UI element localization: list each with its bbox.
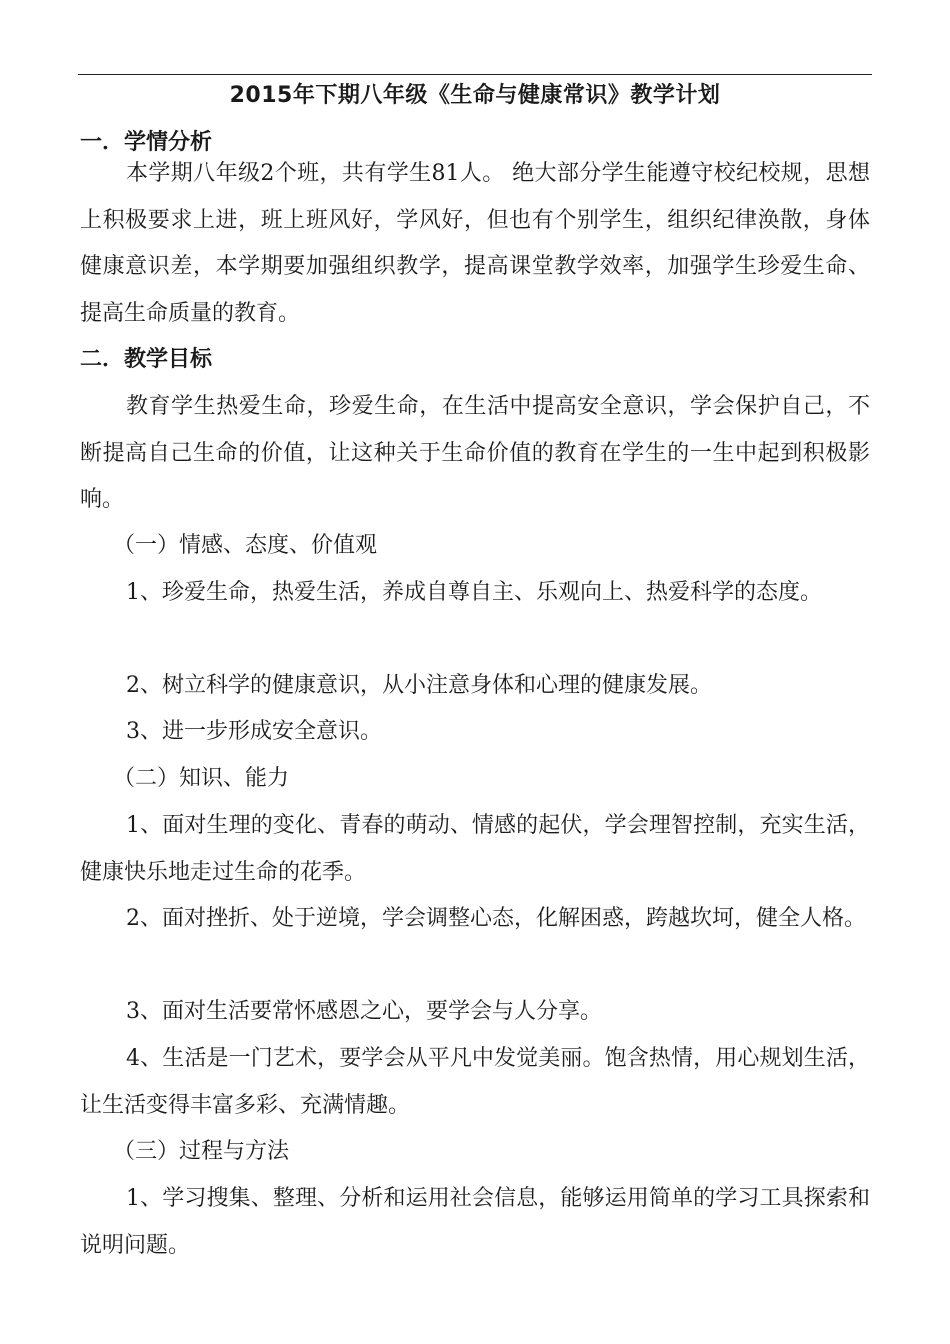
- list-item: 2、面对挫折、处于逆境，学会调整心态，化解困惑，跨越坎坷，健全人格。: [126, 906, 866, 931]
- list-item: 2、树立科学的健康意识，从小注意身体和心理的健康发展。: [126, 673, 712, 698]
- list-item: 4、生活是一门艺术，要学会从平凡中发觉美丽。饱含热情，用心规划生活，让生活变得丰富多彩、充满情趣。: [80, 1046, 870, 1118]
- list-item: 1、珍爱生命，热爱生活，养成自尊自主、乐观向上、热爱科学的态度。: [126, 580, 822, 605]
- list-item: 3、进一步形成安全意识。: [126, 719, 382, 744]
- list-item: 3、面对生活要常怀感恩之心，要学会与人分享。: [126, 999, 602, 1024]
- teaching-goals-intro: 教育学生热爱生命，珍爱生命，在生活中提高安全意识，学会保护自己，不断提高自己生命的价值，让这种关于生命价值的教育在学生的一生中起到积极影响。: [80, 394, 870, 512]
- list-item: 1、面对生理的变化、青春的萌动、情感的起伏，学会理智控制，充实生活，健康快乐地走过生命的花季。: [80, 813, 870, 885]
- subsection-heading-knowledge: （二）知识、能力: [113, 766, 290, 791]
- section-heading-teaching-goals: 二．教学目标: [80, 347, 213, 372]
- student-analysis-paragraph: 本学期八年级2个班，共有学生81人。 绝大部分学生能遵守校纪校规，思想上积极要求上进，班上班风好，学风好，但也有个别学生，组织纪律涣散，身体健康意识差，本学期要加强组织教学，提高课堂教学效率，加强学生珍爱生命、提高生命质量的教育。: [80, 161, 870, 326]
- header-rule: [78, 74, 872, 75]
- subsection-heading-attitude: （一）情感、态度、价值观: [113, 533, 378, 558]
- subsection-heading-process: （三）过程与方法: [113, 1139, 290, 1164]
- list-item: 1、学习搜集、整理、分析和运用社会信息，能够运用简单的学习工具探索和说明问题。: [80, 1186, 870, 1258]
- document-title: 2015年下期八年级《生命与健康常识》教学计划: [229, 83, 721, 108]
- section-heading-student-analysis: 一．学情分析: [80, 130, 213, 155]
